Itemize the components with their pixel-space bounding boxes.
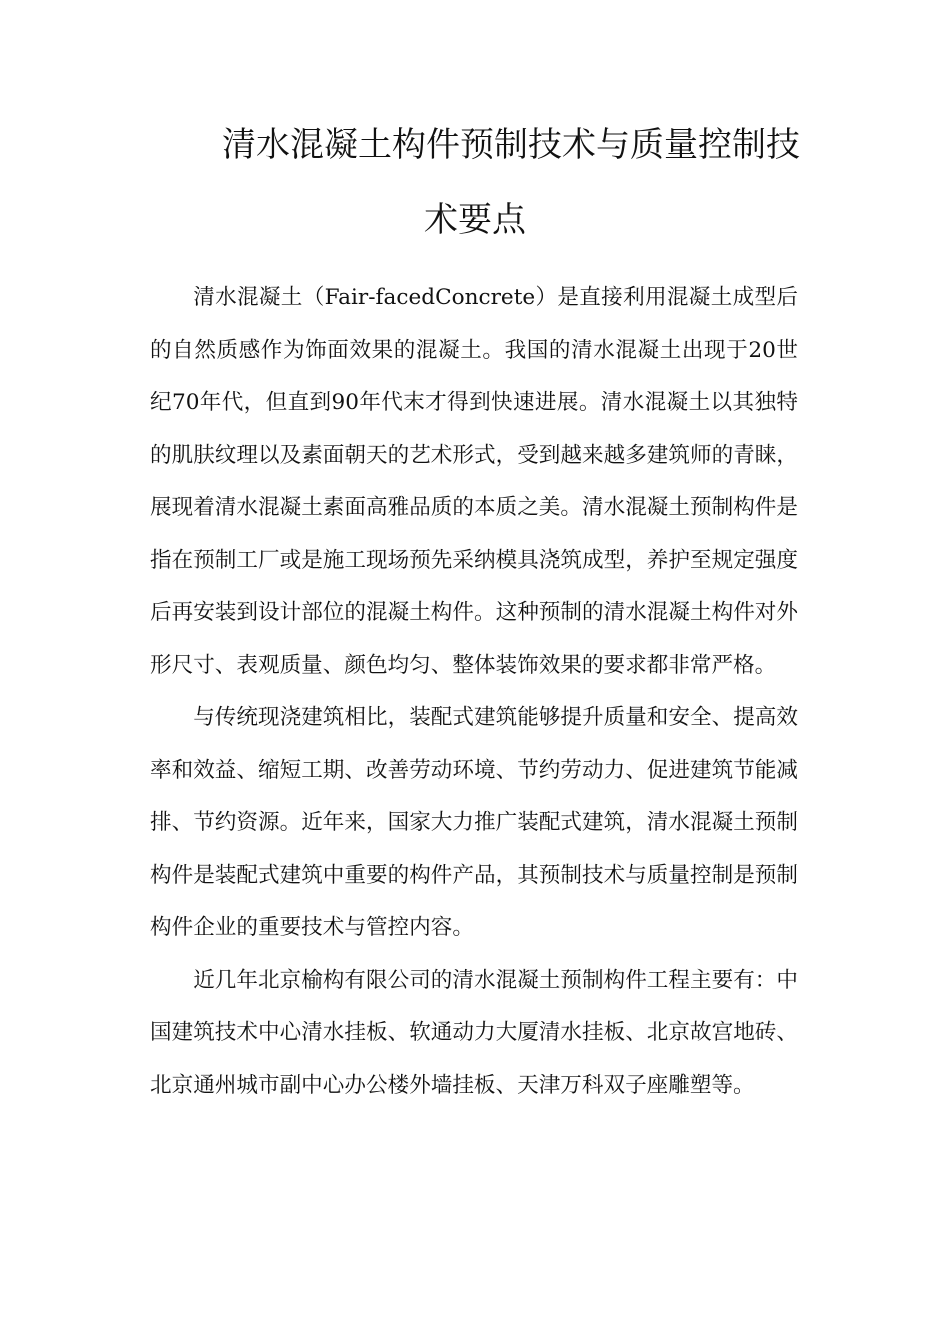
document-title-line-2: 术要点 bbox=[424, 200, 526, 240]
paragraph-intro: 清水混凝土（Fair-facedConcrete）是直接利用混凝土成型后的自然质感作为饰面效果的混凝土。我国的清水混凝土出现于20世纪70年代，但直到90年代末才得到快速进展。清水混凝土以其独特的肌肤纹理以及素面朝天的艺术形式，受到越来越多建筑师的青睐，展现着清水混凝土素面高雅品质的本质之美。清水混凝土预制构件是指在预制工厂或是施工现场预先采纳模具浇筑成型，养护至规定强度后再安装到设计部位的混凝土构件。这种预制的清水混凝土构件对外形尺寸、表观质量、颜色均匀、整体装饰效果的要求都非常严格。 bbox=[150, 285, 798, 678]
paragraph-projects: 近几年北京榆构有限公司的清水混凝土预制构件工程主要有：中国建筑技术中心清水挂板、软通动力大厦清水挂板、北京故宫地砖、北京通州城市副中心办公楼外墙挂板、天津万科双子座雕塑等。 bbox=[150, 967, 798, 1098]
document-body bbox=[150, 272, 798, 1112]
paragraph-prefab-advantages: 与传统现浇建筑相比，装配式建筑能够提升质量和安全、提高效率和效益、缩短工期、改善劳动环境、节约劳动力、促进建筑节能减排、节约资源。近年来，国家大力推广装配式建筑，清水混凝土预制构件是装配式建筑中重要的构件产品，其预制技术与质量控制是预制构件企业的重要技术与管控内容。 bbox=[150, 705, 798, 940]
document-title-line-1: 清水混凝土构件预制技术与质量控制技 bbox=[222, 125, 800, 165]
